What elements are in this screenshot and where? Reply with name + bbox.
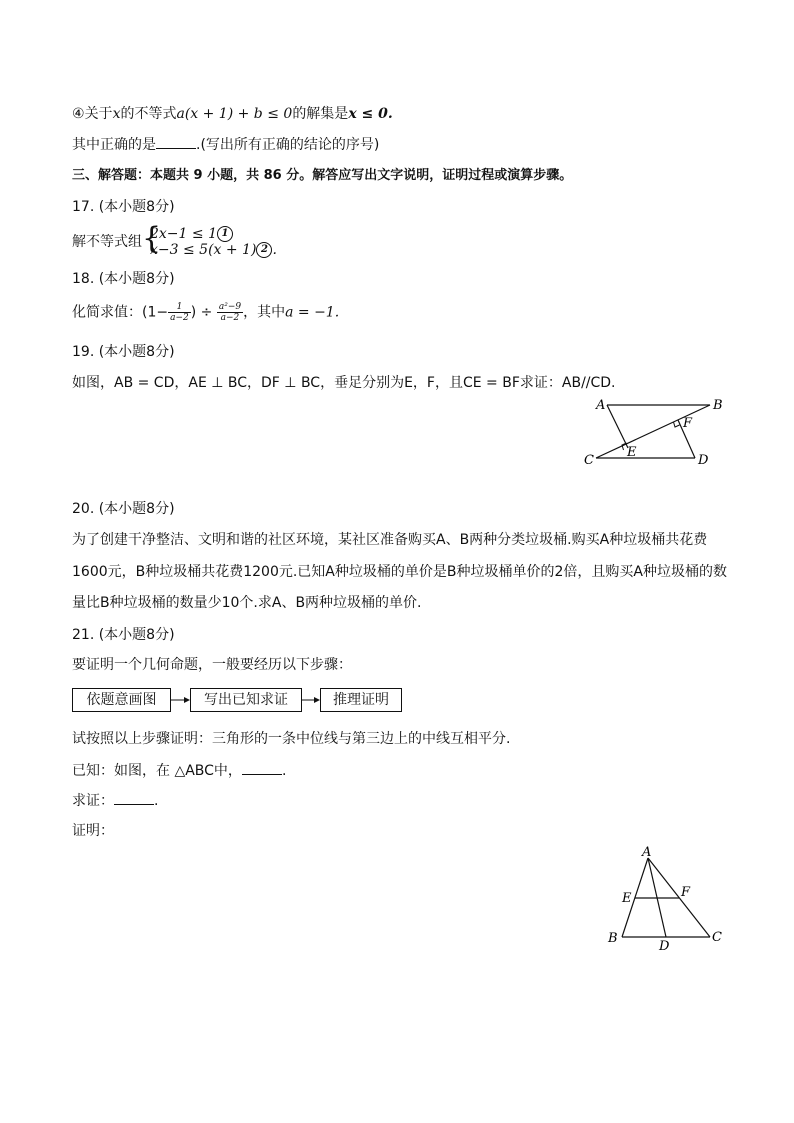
fig-label-e: E [622, 891, 632, 906]
fig-label-b: B [713, 398, 723, 413]
item-marker: ④ [72, 106, 85, 122]
left-brace-icon: { [142, 221, 162, 256]
circled-1-icon: 1 [217, 226, 233, 242]
q21-header: 21. (本小题8分) [72, 627, 175, 643]
fig-label-c: C [584, 453, 594, 468]
arrow-right-icon [171, 697, 190, 703]
q19-body: 如图，AB = CD，AE ⊥ BC，DF ⊥ BC，垂足分别为E，F，且CE = BF求证：AB//CD. [72, 375, 616, 391]
q18-body: 化简求值：(1− $\frac{1}{a-2}$ ) ÷ $\frac{\text{a²−9}}{a-2}$ ，其中a = −1. [72, 302, 340, 323]
fig-label-a: A [642, 845, 652, 860]
q21-prove: 求证： . [72, 793, 159, 809]
q20-line2: 1600元，B种垃圾桶共花费1200元.已知A种垃圾桶的单价是B种垃圾桶单价的2倍，且购买A种垃圾桶的数 [72, 564, 727, 580]
given-blank[interactable] [242, 762, 282, 775]
q17-header: 17. (本小题8分) [72, 199, 175, 215]
q19-figure [580, 393, 730, 468]
fig-label-a: A [596, 398, 606, 413]
prove-blank[interactable] [114, 792, 154, 805]
fig-label-f: F [683, 416, 693, 431]
q17-body: 解不等式组 { 2x−1 ≤ 1 1 x−3 ≤ 5(x + 1) 2 . [72, 221, 277, 258]
q21-task: 试按照以上步骤证明：三角形的一条中位线与第三边上的中线互相平分. [72, 731, 511, 747]
q21-intro: 要证明一个几何命题，一般要经历以下步骤： [72, 657, 352, 673]
fig-label-d: D [698, 453, 709, 468]
q20-header: 20. (本小题8分) [72, 501, 175, 517]
fig-label-e: E [627, 445, 637, 460]
fig-label-b: B [608, 931, 618, 946]
q20-line3: 量比B种垃圾桶的数量少10个.求A、B两种垃圾桶的单价. [72, 595, 422, 611]
flow-arrows [0, 0, 420, 720]
q16-answer-line: 其中正确的是 .(写出所有正确的结论的序号) [72, 137, 380, 153]
q21-given: 已知：如图，在 △ABC中， . [72, 763, 287, 779]
flow-step-3: 推理证明 [320, 688, 402, 712]
fig-label-c: C [712, 930, 722, 945]
q18-header: 18. (本小题8分) [72, 271, 175, 287]
fig-label-d: D [659, 939, 670, 954]
q21-figure [600, 840, 730, 955]
fraction-2: $\frac{\text{a²−9}}{a-2}$ [218, 302, 242, 323]
section3-header: 三、解答题：本题共 9 小题，共 86 分。解答应写出文字说明，证明过程或演算步骤。 [72, 168, 573, 183]
fraction-1: $\frac{1}{a-2}$ [170, 302, 189, 323]
q16-item4: ④关于x的不等式a(x + 1) + b ≤ 0的解集是x ≤ 0. [72, 106, 393, 122]
q19-header: 19. (本小题8分) [72, 344, 175, 360]
arrow-right-icon [302, 697, 320, 703]
inequality-system: { 2x−1 ≤ 1 1 x−3 ≤ 5(x + 1) 2 . [142, 221, 277, 258]
flow-step-2: 写出已知求证 [190, 688, 302, 712]
circled-2-icon: 2 [256, 242, 272, 258]
fig-label-f: F [681, 885, 691, 900]
q20-line1: 为了创建干净整洁、文明和谐的社区环境，某社区准备购买A、B两种分类垃圾桶.购买A种垃圾桶共花费 [72, 532, 708, 548]
flow-step-1: 依题意画图 [72, 688, 171, 712]
q21-proof: 证明： [72, 823, 114, 839]
